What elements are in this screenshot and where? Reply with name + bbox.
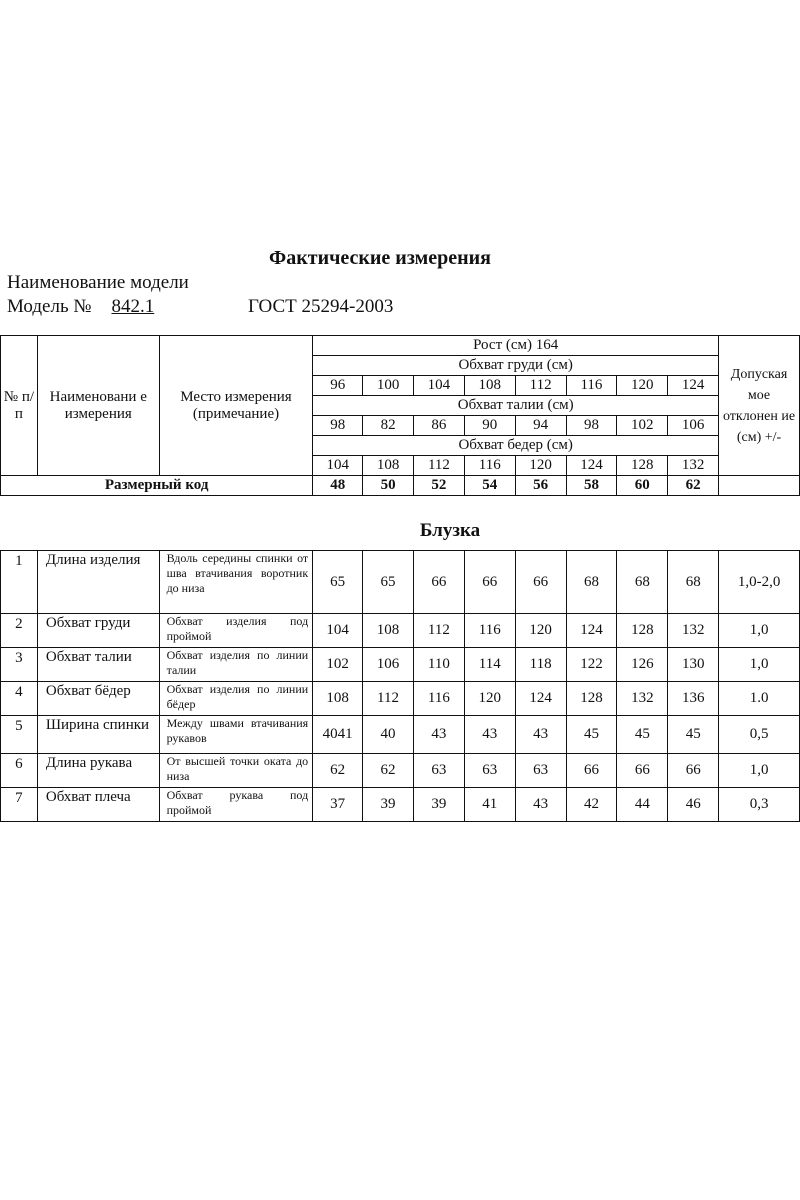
bust-value: 116 — [566, 376, 617, 396]
measurement-note: Вдоль середины спинки от шва втачивания воротник до низа — [159, 551, 313, 614]
tolerance-value: 1,0 — [719, 754, 800, 788]
measurement-value: 43 — [515, 788, 566, 822]
measurement-value: 68 — [617, 551, 668, 614]
measurement-note: Обхват изделия по линии бёдер — [159, 682, 313, 716]
table-row — [1, 648, 800, 682]
measurement-value: 66 — [617, 754, 668, 788]
measurements-table — [0, 550, 800, 822]
waist-value: 102 — [617, 416, 668, 436]
measurement-note: Обхват изделия под проймой — [159, 614, 313, 648]
measurement-value: 118 — [515, 648, 566, 682]
model-label: Модель № — [7, 296, 92, 317]
bust-value: 100 — [363, 376, 414, 396]
waist-value: 106 — [668, 416, 719, 436]
measurement-note: От высшей точки оката до низа — [159, 754, 313, 788]
size-code: 50 — [363, 476, 414, 496]
measurement-value: 68 — [566, 551, 617, 614]
measurement-value: 43 — [413, 716, 464, 754]
measurement-value: 116 — [413, 682, 464, 716]
measurement-name: Ширина спинки — [37, 716, 159, 754]
header-place: Место измерения (примечание) — [159, 336, 313, 476]
size-code-label: Размерный код — [1, 476, 313, 496]
measurement-value: 102 — [313, 648, 363, 682]
tolerance-value: 1,0-2,0 — [719, 551, 800, 614]
size-code-blank — [719, 476, 800, 496]
header-num: № п/п — [1, 336, 38, 476]
table-row — [1, 551, 800, 614]
hip-value: 112 — [414, 456, 465, 476]
measurement-value: 37 — [313, 788, 363, 822]
size-code: 62 — [668, 476, 719, 496]
measurement-value: 104 — [313, 614, 363, 648]
bust-value: 120 — [617, 376, 668, 396]
size-code: 56 — [515, 476, 566, 496]
table-row — [1, 788, 800, 822]
section-title: Блузка — [419, 520, 481, 541]
measurement-name: Длина рукава — [37, 754, 159, 788]
measurement-value: 39 — [363, 788, 414, 822]
measurement-value: 66 — [566, 754, 617, 788]
measurement-value: 39 — [413, 788, 464, 822]
model-name-label: Наименование модели — [7, 272, 189, 293]
measurement-value: 63 — [464, 754, 515, 788]
measurement-value: 45 — [668, 716, 719, 754]
page-title: Фактические измерения — [269, 247, 491, 269]
hip-value: 104 — [313, 456, 363, 476]
size-code: 54 — [464, 476, 515, 496]
measurement-value: 40 — [363, 716, 414, 754]
measurement-value: 128 — [566, 682, 617, 716]
measurement-value: 126 — [617, 648, 668, 682]
waist-value: 90 — [464, 416, 515, 436]
measurement-value: 66 — [515, 551, 566, 614]
measurement-value: 112 — [363, 682, 414, 716]
measurement-value: 63 — [413, 754, 464, 788]
measurement-value: 116 — [464, 614, 515, 648]
height-label: Рост (см) 164 — [313, 336, 719, 356]
measurement-value: 65 — [363, 551, 414, 614]
measurement-value: 43 — [464, 716, 515, 754]
measurement-value: 66 — [668, 754, 719, 788]
measurement-value: 43 — [515, 716, 566, 754]
measurement-value: 128 — [617, 614, 668, 648]
measurement-value: 136 — [668, 682, 719, 716]
row-index: 2 — [1, 614, 38, 648]
hip-label: Обхват бедер (см) — [313, 436, 719, 456]
size-code: 48 — [313, 476, 363, 496]
measurement-value: 62 — [313, 754, 363, 788]
gost-standard: ГОСТ 25294-2003 — [248, 296, 394, 317]
size-code: 60 — [617, 476, 668, 496]
model-number: 842.1 — [111, 296, 155, 317]
size-code: 52 — [414, 476, 465, 496]
hip-value: 124 — [566, 456, 617, 476]
measurement-value: 66 — [413, 551, 464, 614]
measurement-value: 132 — [617, 682, 668, 716]
measurement-value: 45 — [566, 716, 617, 754]
measurement-value: 63 — [515, 754, 566, 788]
measurement-value: 112 — [413, 614, 464, 648]
bust-value: 108 — [464, 376, 515, 396]
row-index: 4 — [1, 682, 38, 716]
measurement-value: 124 — [566, 614, 617, 648]
measurement-value: 66 — [464, 551, 515, 614]
hip-value: 132 — [668, 456, 719, 476]
bust-label: Обхват груди (см) — [313, 356, 719, 376]
measurement-value: 120 — [464, 682, 515, 716]
measurement-value: 68 — [668, 551, 719, 614]
measurement-value: 62 — [363, 754, 414, 788]
header-name: Наименовани е измерения — [37, 336, 159, 476]
measurement-value: 124 — [515, 682, 566, 716]
measurement-value: 132 — [668, 614, 719, 648]
measurement-value: 42 — [566, 788, 617, 822]
measurement-name: Обхват груди — [37, 614, 159, 648]
row-index: 5 — [1, 716, 38, 754]
measurement-note: Между швами втачивания рукавов — [159, 716, 313, 754]
bust-value: 96 — [313, 376, 363, 396]
row-index: 6 — [1, 754, 38, 788]
table-row — [1, 716, 800, 754]
measurement-value: 108 — [313, 682, 363, 716]
hip-value: 116 — [464, 456, 515, 476]
measurement-value: 46 — [668, 788, 719, 822]
row-index: 1 — [1, 551, 38, 614]
waist-value: 94 — [515, 416, 566, 436]
bust-value: 112 — [515, 376, 566, 396]
measurement-note: Обхват изделия по линии талии — [159, 648, 313, 682]
tolerance-value: 0,3 — [719, 788, 800, 822]
waist-value: 82 — [363, 416, 414, 436]
table-row — [1, 754, 800, 788]
measurement-name: Обхват талии — [37, 648, 159, 682]
measurement-note: Обхват рукава под проймой — [159, 788, 313, 822]
measurement-value: 45 — [617, 716, 668, 754]
size-code: 58 — [566, 476, 617, 496]
measurement-value: 130 — [668, 648, 719, 682]
bust-value: 124 — [668, 376, 719, 396]
tolerance-value: 1,0 — [719, 614, 800, 648]
waist-label: Обхват талии (см) — [313, 396, 719, 416]
tolerance-value: 1,0 — [719, 648, 800, 682]
measurement-name: Обхват бёдер — [37, 682, 159, 716]
table-row — [1, 682, 800, 716]
measurement-value: 122 — [566, 648, 617, 682]
measurement-value: 4041 — [313, 716, 363, 754]
measurement-value: 65 — [313, 551, 363, 614]
bust-value: 104 — [414, 376, 465, 396]
table-row — [1, 614, 800, 648]
waist-value: 86 — [414, 416, 465, 436]
tolerance-value: 0,5 — [719, 716, 800, 754]
measurement-value: 106 — [363, 648, 414, 682]
hip-value: 120 — [515, 456, 566, 476]
measurement-name: Обхват плеча — [37, 788, 159, 822]
measurement-value: 110 — [413, 648, 464, 682]
waist-value: 98 — [566, 416, 617, 436]
header-tolerance: Допуская мое отклонен ие (см) +/- — [719, 336, 800, 476]
tolerance-value: 1.0 — [719, 682, 800, 716]
hip-value: 108 — [363, 456, 414, 476]
hip-value: 128 — [617, 456, 668, 476]
header-table — [0, 335, 800, 496]
row-index: 7 — [1, 788, 38, 822]
measurement-value: 114 — [464, 648, 515, 682]
waist-value: 98 — [313, 416, 363, 436]
measurement-name: Длина изделия — [37, 551, 159, 614]
measurement-value: 41 — [464, 788, 515, 822]
row-index: 3 — [1, 648, 38, 682]
model-line — [7, 296, 707, 318]
measurement-value: 120 — [515, 614, 566, 648]
measurement-value: 108 — [363, 614, 414, 648]
measurement-value: 44 — [617, 788, 668, 822]
